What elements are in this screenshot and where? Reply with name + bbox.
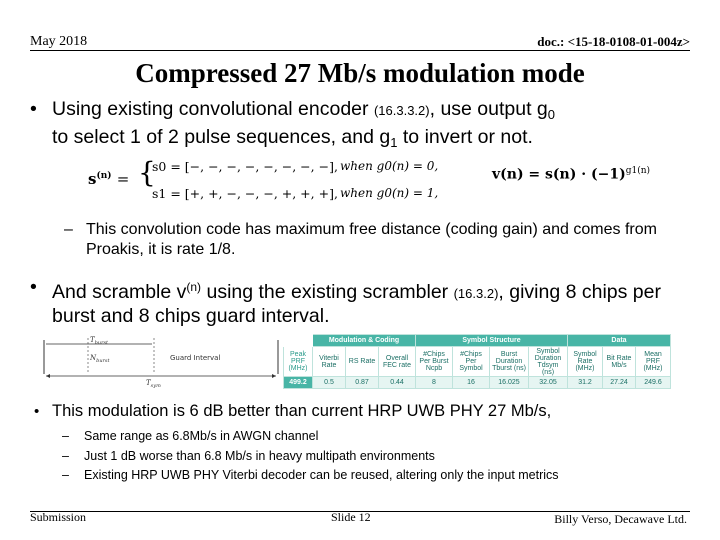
bullet-1: Using existing convolutional encoder (16.3.3.2), use output $g_0$ to select 1 of 2 pulse sequences, and $g_1$ to invert or not. (52, 98, 556, 150)
guard-interval-label: Guard Interval (170, 354, 221, 362)
footer-slide-number: Slide 12 (331, 510, 371, 524)
header-peak-prf: Peak PRF (MHz) (284, 347, 313, 377)
group-modulation-coding: Modulation & Coding (313, 335, 416, 347)
header-bit-rate: Bit Rate Mb/s (603, 347, 636, 377)
cell-viterbi-rate: 0.5 (313, 377, 346, 389)
dash-list (62, 427, 559, 486)
cell-burst-duration: 16.025 (490, 377, 529, 389)
equation-when-1: when g0(n) = 1, (340, 186, 439, 200)
cell-mean-prf: 249.6 (636, 377, 671, 389)
parameter-table-wrap (283, 334, 671, 389)
cell-fec-rate: 0.44 (379, 377, 416, 389)
dash-item: – Existing HRP UWB PHY Viterbi decoder can be reused, altering only the input metrics (62, 468, 559, 482)
header-symbol-duration: Symbol Duration Tdsym (ns) (529, 347, 568, 377)
cell-bit-rate: 27.24 (603, 377, 636, 389)
header-date: May 2018 (30, 34, 88, 49)
equation-v-def: $v(n) = s(n) \cdot (-1)^{g1(n)}$ (492, 166, 651, 183)
t-sym-label: $T_{sym}$ (146, 379, 161, 388)
header-burst-duration: Burst Duration Tburst (ns) (490, 347, 529, 377)
dash-item: – Same range as 6.8Mb/s in AWGN channel (62, 429, 319, 443)
footer-author: Billy Verso, Decawave Ltd. (554, 512, 687, 526)
header-mean-prf: Mean PRF (MHz) (636, 347, 671, 377)
equation-s0-row: s0 = [−, −, −, −, −, −, −, −], (152, 159, 338, 174)
group-data: Data (568, 335, 671, 347)
cell-chips-per-burst: 8 (416, 377, 453, 389)
equation-when-0: when g0(n) = 0, (340, 159, 439, 173)
header-chips-per-symbol: #Chips Per Symbol (453, 347, 490, 377)
cell-rs-rate: 0.87 (346, 377, 379, 389)
header-rs-rate: RS Rate (346, 347, 379, 377)
header-symbol-rate: Symbol Rate (MHz) (568, 347, 603, 377)
header-fec-rate: Overall FEC rate (379, 347, 416, 377)
equation-s-lhs: $s^{(n)}$ = (88, 170, 130, 188)
cell-peak-prf: 499.2 (284, 377, 313, 389)
bullet-2-marker: • (30, 276, 37, 298)
header-divider (30, 50, 690, 51)
header-chips-per-burst: #Chips Per Burst Ncpb (416, 347, 453, 377)
bullet-2: And scramble $v^{(n)}$ using the existing scrambler (16.3.2), giving 8 chips per burst and 8 chips guard interval. (52, 280, 661, 327)
slide-title: Compressed 27 Mb/s modulation mode (135, 58, 585, 88)
footer-submission: Submission (30, 510, 87, 524)
burst-timing-diagram (38, 332, 284, 388)
cell-symbol-duration: 32.05 (529, 377, 568, 389)
t-burst-label: $T_{burst}$ (90, 336, 109, 346)
cell-chips-per-symbol: 16 (453, 377, 490, 389)
dash-1-marker: – (64, 221, 73, 238)
group-symbol-structure: Symbol Structure (416, 335, 568, 347)
parameter-table (283, 334, 671, 389)
n-burst-label: $N_{burst}$ (90, 354, 110, 364)
dash-1-text: This convolution code has maximum free distance (coding gain) and comes from Proakis, it is rate 1/8. (86, 221, 657, 258)
bullet-3: This modulation is 6 dB better than current HRP UWB PHY 27 Mb/s, (52, 402, 552, 420)
bullet-1-marker: • (30, 98, 37, 120)
cell-symbol-rate: 31.2 (568, 377, 603, 389)
header-viterbi-rate: Viterbi Rate (313, 347, 346, 377)
header-doc-id: doc.: <15-18-0108-01-004z> (537, 34, 690, 49)
dash-item: – Just 1 dB worse than 6.8 Mb/s in heavy multipath environments (62, 448, 435, 463)
equation-brace: { (138, 156, 156, 189)
bullet-3-marker: • (34, 403, 40, 420)
equation-s1-row: s1 = [+, +, −, −, −, +, +, +], (152, 186, 338, 201)
